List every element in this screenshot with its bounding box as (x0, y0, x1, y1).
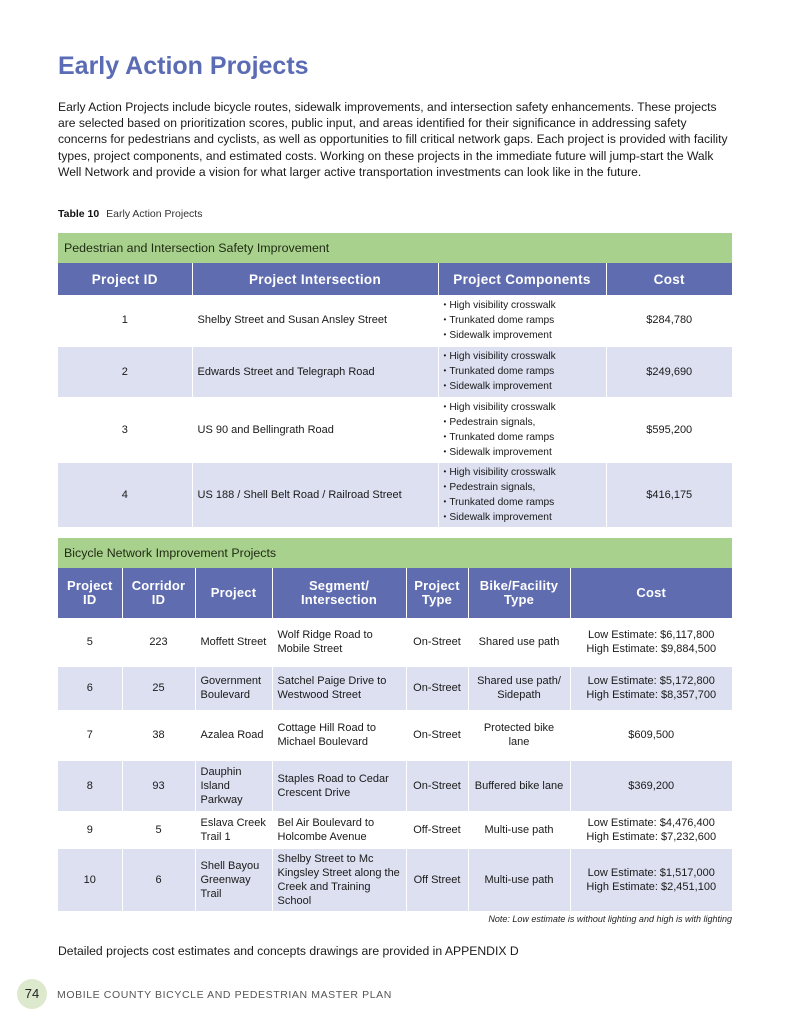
segment: Staples Road to Cedar Crescent Drive (272, 760, 406, 811)
cost-line: High Estimate: $2,451,100 (586, 880, 717, 893)
corridor-id: 93 (122, 760, 195, 811)
project-id: 10 (58, 848, 122, 911)
segment: Shelby Street to Mc Kingsley Street along the Creek and Training School (272, 848, 406, 911)
table-row (58, 710, 732, 760)
component-item: • High visibility crosswalk (444, 349, 601, 364)
header-corridor-id: Corridor ID (122, 568, 195, 618)
page-number: 74 (17, 979, 47, 1009)
corridor-id: 5 (122, 811, 195, 848)
project-intersection: US 188 / Shell Belt Road / Railroad Street (192, 462, 438, 527)
table-row (58, 397, 732, 462)
project-cost: $284,780 (606, 295, 732, 346)
project-components (438, 346, 606, 397)
cost-line: Low Estimate: $1,517,000 (587, 866, 715, 879)
pedestrian-table (58, 263, 732, 528)
cost-line: High Estimate: $7,232,600 (586, 830, 717, 843)
project-name: Moffett Street (195, 618, 272, 666)
intro-paragraph: Early Action Projects include bicycle routes, sidewalk improvements, and intersection safety enhancements. These projects are selected based on prioritization scores, public input, and areas identified for their significance in addressing safety concerns for pedestrians and cyclists, as well as opportunities to fill critical network gaps. Each project is provided with facility types, project components, and estimated costs. Working on these projects in the immediate future will jump-start the Walk Well Network and provide a vision for what larger active transportation investments can look like in the future. (58, 100, 728, 179)
header-facility-type: Bike/Facility Type (468, 568, 570, 618)
project-type: On-Street (406, 618, 468, 666)
pedestrian-header-row (58, 263, 732, 295)
project-cost: $416,175 (606, 462, 732, 527)
cost-line: $369,200 (628, 779, 675, 792)
header-segment-intersection: Segment/ Intersection (272, 568, 406, 618)
cost-line: Low Estimate: $4,476,400 (587, 816, 715, 829)
cost-line: Low Estimate: $6,117,800 (588, 628, 715, 641)
header-project: Project (195, 568, 272, 618)
cost-line: $609,500 (628, 729, 675, 741)
table-caption-label: Table 10 (58, 208, 100, 220)
component-item: • Trunkated dome ramps (444, 364, 601, 379)
component-item: • Sidewalk improvement (444, 445, 601, 460)
corridor-id: 6 (122, 848, 195, 911)
corridor-id: 38 (122, 710, 195, 760)
project-id: 5 (58, 618, 122, 666)
project-cost (570, 666, 732, 710)
project-id: 6 (58, 666, 122, 710)
header-cost: Cost (570, 568, 732, 618)
project-components (438, 462, 606, 527)
header-project-id: Project ID (58, 568, 122, 618)
facility-type: Multi-use path (468, 811, 570, 848)
project-cost: $595,200 (606, 397, 732, 462)
component-item: • Pedestrain signals, (444, 480, 601, 495)
component-item: • High visibility crosswalk (444, 400, 601, 415)
project-components (438, 295, 606, 346)
project-cost: $249,690 (606, 346, 732, 397)
header-project-type: Project Type (406, 568, 468, 618)
table-caption-text: Early Action Projects (106, 208, 203, 220)
footer-title: MOBILE COUNTY BICYCLE AND PEDESTRIAN MASTER PLAN (57, 989, 392, 1001)
project-cost (570, 710, 732, 760)
project-type: Off Street (406, 848, 468, 911)
project-id: 9 (58, 811, 122, 848)
facility-type: Buffered bike lane (468, 760, 570, 811)
project-cost (570, 848, 732, 911)
facility-type: Multi-use path (468, 848, 570, 911)
component-item: • Trunkated dome ramps (444, 495, 601, 510)
project-name: Government Boulevard (195, 666, 272, 710)
segment: Bel Air Boulevard to Holcombe Avenue (272, 811, 406, 848)
table-row (58, 295, 732, 346)
bicycle-header-row (58, 568, 732, 618)
segment: Cottage Hill Road to Michael Boulevard (272, 710, 406, 760)
corridor-id: 223 (122, 618, 195, 666)
project-id: 2 (58, 346, 192, 397)
project-id: 1 (58, 295, 192, 346)
project-id: 8 (58, 760, 122, 811)
project-intersection: US 90 and Bellingrath Road (192, 397, 438, 462)
pedestrian-section-title: Pedestrian and Intersection Safety Improvement (58, 233, 732, 263)
component-item: • Sidewalk improvement (444, 328, 601, 343)
cost-line: High Estimate: $9,884,500 (586, 642, 717, 655)
project-name: Dauphin Island Parkway (195, 760, 272, 811)
page-title: Early Action Projects (58, 52, 309, 80)
project-cost (570, 811, 732, 848)
table-row (58, 346, 732, 397)
project-intersection: Shelby Street and Susan Ansley Street (192, 295, 438, 346)
table-row (58, 666, 732, 710)
project-id: 7 (58, 710, 122, 760)
component-item: • Pedestrain signals, (444, 415, 601, 430)
closing-text: Detailed projects cost estimates and concepts drawings are provided in APPENDIX D (58, 944, 519, 958)
project-name: Shell Bayou Greenway Trail (195, 848, 272, 911)
table-row (58, 848, 732, 911)
facility-type: Shared use path (468, 618, 570, 666)
table-row (58, 760, 732, 811)
bicycle-table (58, 568, 732, 912)
table-row (58, 462, 732, 527)
facility-type: Protected bike lane (468, 710, 570, 760)
bicycle-section-title: Bicycle Network Improvement Projects (58, 538, 732, 568)
cost-line: High Estimate: $8,357,700 (586, 689, 717, 701)
project-type: Off-Street (406, 811, 468, 848)
component-item: • High visibility crosswalk (444, 465, 601, 480)
project-intersection: Edwards Street and Telegraph Road (192, 346, 438, 397)
table-caption (58, 208, 202, 220)
header-cost: Cost (606, 263, 732, 295)
cost-line: Low Estimate: $5,172,800 (587, 675, 715, 687)
component-item: • Trunkated dome ramps (444, 313, 601, 328)
segment: Satchel Paige Drive to Westwood Street (272, 666, 406, 710)
project-cost (570, 760, 732, 811)
component-item: • Trunkated dome ramps (444, 430, 601, 445)
project-type: On-Street (406, 710, 468, 760)
project-id: 4 (58, 462, 192, 527)
corridor-id: 25 (122, 666, 195, 710)
project-cost (570, 618, 732, 666)
project-id: 3 (58, 397, 192, 462)
table-row (58, 811, 732, 848)
project-type: On-Street (406, 760, 468, 811)
header-project-components: Project Components (438, 263, 606, 295)
project-type: On-Street (406, 666, 468, 710)
header-project-id: Project ID (58, 263, 192, 295)
table-row (58, 618, 732, 666)
project-name: Eslava Creek Trail 1 (195, 811, 272, 848)
facility-type: Shared use path/ Sidepath (468, 666, 570, 710)
header-project-intersection: Project Intersection (192, 263, 438, 295)
component-item: • Sidewalk improvement (444, 510, 601, 525)
segment: Wolf Ridge Road to Mobile Street (272, 618, 406, 666)
table-note: Note: Low estimate is without lighting and high is with lighting (488, 914, 732, 924)
component-item: • Sidewalk improvement (444, 379, 601, 394)
component-item: • High visibility crosswalk (444, 298, 601, 313)
project-components (438, 397, 606, 462)
project-name: Azalea Road (195, 710, 272, 760)
